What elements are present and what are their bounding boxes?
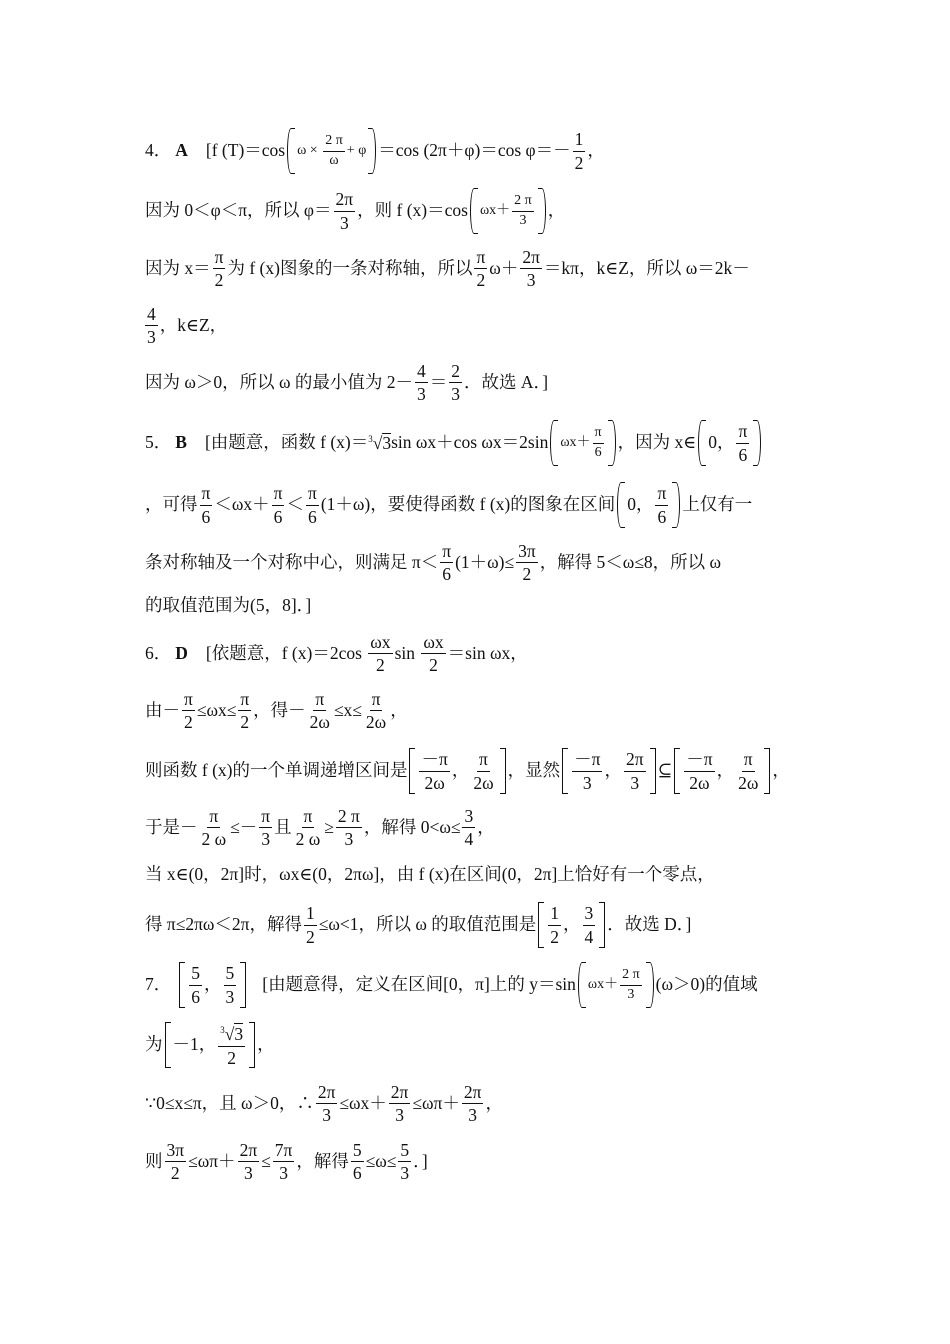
paren-left — [578, 962, 586, 1008]
ans6-choice: D — [175, 643, 188, 664]
fraction: $\frac{2 \pi}{3}$ — [622, 966, 640, 1002]
ans7-line1 — [145, 962, 810, 1008]
fraction: $\frac{3\pi}{2}$ — [166, 1140, 185, 1184]
fraction: $\frac{5}{6}$ — [191, 963, 200, 1007]
paren-left — [470, 188, 478, 234]
ans6-line4 — [145, 807, 810, 849]
fraction: $\frac{\pi}{2\omega}$ — [473, 749, 494, 793]
ans6-line5 — [145, 866, 810, 884]
fraction: $\frac{-\pi}{2\omega}$ — [421, 749, 448, 793]
paren-right — [646, 962, 654, 1008]
ans5-text: [由题意，函数 f (x)＝ — [204, 432, 369, 453]
ans4-text: ，则 f (x)＝cos — [357, 200, 468, 221]
fraction: $\frac{2\pi}{3}$ — [390, 1082, 409, 1126]
ans4-line3 — [145, 248, 810, 290]
paren-right — [538, 188, 546, 234]
fraction: $\frac{7\pi}{3}$ — [274, 1140, 293, 1184]
fraction: $\frac{\pi}{2\omega}$ — [365, 689, 387, 733]
fraction: $\frac{\omega x}{2}$ — [423, 632, 444, 676]
bracket-right — [240, 962, 246, 1008]
fraction: $\frac{3}{4}$ — [584, 903, 594, 947]
ans4-text: 为 f (x)图象的一条对称轴，所以 — [227, 258, 473, 279]
fraction: $\frac{2\pi}{3}$ — [522, 247, 540, 291]
fraction: $\frac{2\pi}{3}$ — [625, 749, 644, 793]
ans6-text: 于是－ — [145, 817, 198, 838]
ans6-text: 当 x∈(0，2π]时，ωx∈(0，2πω]，由 f (x)在区间(0，2π]上恰好有一个零点， — [145, 864, 715, 884]
ans7-text: ， — [204, 974, 222, 995]
ans4-text: ω＋ — [489, 258, 519, 279]
ans7-text: (ω＞0)的值域 — [655, 974, 758, 995]
ans6-text: ， — [451, 760, 470, 781]
fraction: $\frac{1}{2}$ — [306, 903, 315, 947]
ans5-text: ωx＋ — [560, 435, 591, 450]
fraction: $\frac{\pi}{2 \omega}$ — [201, 806, 227, 850]
fraction: $\frac{2\pi}{3}$ — [317, 1082, 336, 1126]
ans5-text: ，因为 x∈ — [617, 432, 697, 453]
ans6-text: ≤－ — [230, 817, 258, 838]
ans4-text: ， — [587, 140, 605, 161]
bracket-left — [165, 1022, 171, 1068]
ans4-text: ＝ — [429, 372, 448, 393]
fraction: $\frac{2\pi}{3}$ — [463, 1082, 482, 1126]
ans5-text: (1＋ω)≤ — [455, 552, 515, 573]
ans7-number: 7． — [145, 974, 172, 995]
fraction: $\frac{\pi}{2}$ — [214, 247, 224, 291]
ans4-text: ω × — [297, 143, 322, 158]
fraction: $\frac{4}{3}$ — [417, 361, 426, 405]
ans6-line1 — [145, 633, 810, 675]
fraction: $\frac{2 \pi}{3}$ — [514, 192, 532, 228]
ans7-text: ωx＋ — [587, 977, 619, 992]
fraction: $\frac{2}{3}$ — [451, 361, 461, 405]
ans7-text: 为 — [145, 1034, 163, 1055]
ans4-text: 因为 ω＞0，所以 ω 的最小值为 2－ — [145, 372, 414, 393]
ans6-text: ，显然 — [507, 760, 561, 781]
fraction: $\frac{3\pi}{2}$ — [518, 541, 536, 585]
ans5-number: 5． — [145, 432, 172, 453]
paren-right — [672, 482, 680, 528]
ans6-text: ， — [772, 760, 790, 781]
ans7-text: ≤ωx＋ — [339, 1093, 387, 1114]
ans4-choice: A — [175, 140, 188, 161]
ans6-text: ≤x≤ — [333, 700, 362, 721]
ans6-text: ，解得 0<ω≤ — [363, 817, 461, 838]
bracket-left — [538, 902, 544, 948]
paren-right — [753, 420, 761, 466]
fraction: $\frac{\pi}{6}$ — [307, 483, 317, 527]
ans6-text: ， — [477, 817, 495, 838]
fraction: $\frac{2 \pi}{\omega}$ — [325, 132, 343, 168]
ans4-text: 因为 x＝ — [145, 258, 211, 279]
fraction: $\frac{\pi}{3}$ — [261, 806, 271, 850]
ans6-text: ⊆ — [657, 760, 673, 781]
ans7-line3 — [145, 1083, 810, 1125]
paren-right — [608, 420, 616, 466]
fraction: $\frac{1}{2}$ — [550, 903, 560, 947]
ans7-text: ≤ωπ＋ — [412, 1093, 460, 1114]
fraction: $\frac{\omega x}{2}$ — [370, 632, 391, 676]
ans4-number: 4． — [145, 140, 172, 161]
ans6-text: ≤ω<1，所以 ω 的取值范围是 — [318, 914, 537, 935]
bracket-left — [179, 962, 185, 1008]
ans6-text: 则函数 f (x)的一个单调递增区间是 — [145, 760, 408, 781]
fraction: $\frac{5}{3}$ — [225, 963, 235, 1007]
ans6-text: ， — [716, 760, 735, 781]
ans6-text: 由－ — [145, 700, 180, 721]
bracket-right — [249, 1022, 255, 1068]
ans5-line3 — [145, 542, 810, 584]
ans4-text: ，k∈Z， — [159, 315, 228, 336]
ans6-line3 — [145, 748, 810, 794]
ans6-text: ．故选 D．] — [607, 914, 692, 935]
ans6-text: ， — [604, 760, 622, 781]
ans7-text: ，解得 — [296, 1151, 349, 1172]
ans4-text: ．故选 A．] — [464, 372, 549, 393]
bracket-right — [599, 902, 605, 948]
ans6-text: ， — [563, 914, 581, 935]
ans6-line6 — [145, 902, 810, 948]
ans5-text: 0， — [627, 494, 654, 515]
fraction: $\frac{-\pi}{2\omega}$ — [686, 749, 713, 793]
ans7-line4 — [145, 1141, 810, 1183]
ans7-text: ．] — [413, 1151, 428, 1172]
ans5-text: (1＋ω)，要使得函数 f (x)的图象在区间 — [320, 494, 616, 515]
fraction: $\frac{\pi}{6}$ — [201, 483, 211, 527]
fraction: $\frac{-\pi}{3}$ — [574, 749, 601, 793]
fraction: $\frac{\pi}{2}$ — [240, 689, 250, 733]
ans6-text: ＝sin ωx， — [447, 643, 528, 664]
ans6-text: ， — [390, 700, 408, 721]
ans7-text: ∵0≤x≤π，且 ω＞0，∴ — [145, 1093, 314, 1114]
ans4-line1 — [145, 128, 810, 174]
paren-left — [287, 128, 295, 174]
ans6-text: [依题意，f (x)＝2cos — [205, 643, 367, 664]
fraction: $\frac{3}{4}$ — [464, 806, 474, 850]
ans4-text: 因为 0＜φ＜π，所以 φ＝ — [145, 200, 332, 221]
ans7-text: ， — [485, 1093, 503, 1114]
paren-right — [368, 128, 376, 174]
ans4-text: + φ — [346, 143, 367, 158]
ans5-line1 — [145, 420, 810, 466]
ans5-choice: B — [175, 432, 187, 453]
paren-left — [698, 420, 706, 466]
fraction: $\frac{2 \pi}{3}$ — [337, 806, 360, 850]
fraction: $\frac{5}{6}$ — [352, 1140, 362, 1184]
bracket-right — [764, 748, 770, 794]
ans7-text: －1， — [172, 1034, 217, 1055]
ans6-text: sin — [394, 643, 420, 664]
paren-left — [617, 482, 625, 528]
fraction: $\frac{\pi}{2\omega}$ — [738, 749, 759, 793]
ans4-text: ＝kπ，k∈Z，所以 ω＝2k－ — [543, 258, 750, 279]
ans5-text: ＜ — [286, 494, 304, 515]
fraction: $\frac{2\pi}{3}$ — [239, 1140, 258, 1184]
ans4-text: ＝cos (2π＋φ)＝cos φ＝－ — [378, 140, 571, 161]
ans6-number: 6． — [145, 643, 172, 664]
ans6-text: ≥ — [324, 817, 334, 838]
fraction: $\frac{\pi}{2\omega}$ — [309, 689, 330, 733]
bracket-right — [500, 748, 506, 794]
ans5-text: 上仅有一 — [682, 494, 753, 515]
fraction: $\frac{1}{2}$ — [574, 129, 584, 173]
bracket-left — [562, 748, 568, 794]
fraction: $\frac{\pi}{2}$ — [476, 247, 486, 291]
ans5-text: sin ωx＋cos ωx＝2sin — [391, 432, 549, 453]
ans7-text: ≤ωπ＋ — [188, 1151, 236, 1172]
bracket-left — [674, 748, 680, 794]
fraction: $\frac{\pi}{6}$ — [594, 424, 602, 460]
ans6-text: ≤ωx≤ — [196, 700, 237, 721]
ans5-text: 的取值范围为(5，8]．] — [145, 595, 312, 615]
bracket-right — [650, 748, 656, 794]
ans6-text: ，得－ — [253, 700, 306, 721]
fraction: $\frac{5}{3}$ — [400, 1140, 410, 1184]
fraction: $\frac{\pi}{6}$ — [738, 421, 748, 465]
ans7-text: [由题意得，定义在区间[0，π]上的 y＝sin — [262, 974, 576, 995]
fraction: $\frac{\pi}{6}$ — [442, 541, 452, 585]
ans5-text: ＜ωx＋ — [214, 494, 270, 515]
ans5-text: ，可得 — [145, 494, 198, 515]
cube-root: $^3$√3 — [218, 1023, 245, 1046]
ans7-text: ≤ — [261, 1151, 271, 1172]
fraction: $\frac{\pi}{6}$ — [273, 483, 283, 527]
ans5-line4 — [145, 597, 810, 615]
ans7-text: ， — [257, 1034, 275, 1055]
bracket-left — [409, 748, 415, 794]
ans4-line2 — [145, 188, 810, 234]
cube-root: $^3$√3 — [368, 433, 392, 454]
fraction: $\frac{\pi}{2 \omega}$ — [295, 806, 321, 850]
fraction: $\frac{4}{3}$ — [147, 304, 156, 348]
ans5-text: 条对称轴及一个对称中心，则满足 π＜ — [145, 552, 439, 573]
ans4-text: ， — [547, 200, 566, 221]
ans6-text: 得 π≤2πω＜2π，解得 — [145, 914, 303, 935]
ans4-line4 — [145, 305, 810, 347]
fraction: $\frac{\pi}{2}$ — [184, 689, 193, 733]
ans5-line2 — [145, 482, 810, 528]
paren-left — [550, 420, 558, 466]
fraction: $\frac{^3√3}{2}$ — [220, 1024, 244, 1068]
fraction: $\frac{\pi}{6}$ — [657, 483, 667, 527]
ans6-line2 — [145, 690, 810, 732]
ans7-line2 — [145, 1022, 810, 1068]
ans4-text: [f (T)＝cos — [205, 140, 286, 161]
ans7-text: ≤ω≤ — [365, 1151, 397, 1172]
fraction: $\frac{2\pi}{3}$ — [335, 189, 354, 233]
ans6-text: 且 — [274, 817, 292, 838]
ans4-line5 — [145, 362, 810, 404]
ans4-text: ωx＋ — [479, 203, 511, 218]
ans5-text: 0， — [708, 432, 735, 453]
ans7-text: 则 — [145, 1151, 163, 1172]
ans5-text: ，解得 5＜ω≤8，所以 ω — [539, 552, 722, 573]
